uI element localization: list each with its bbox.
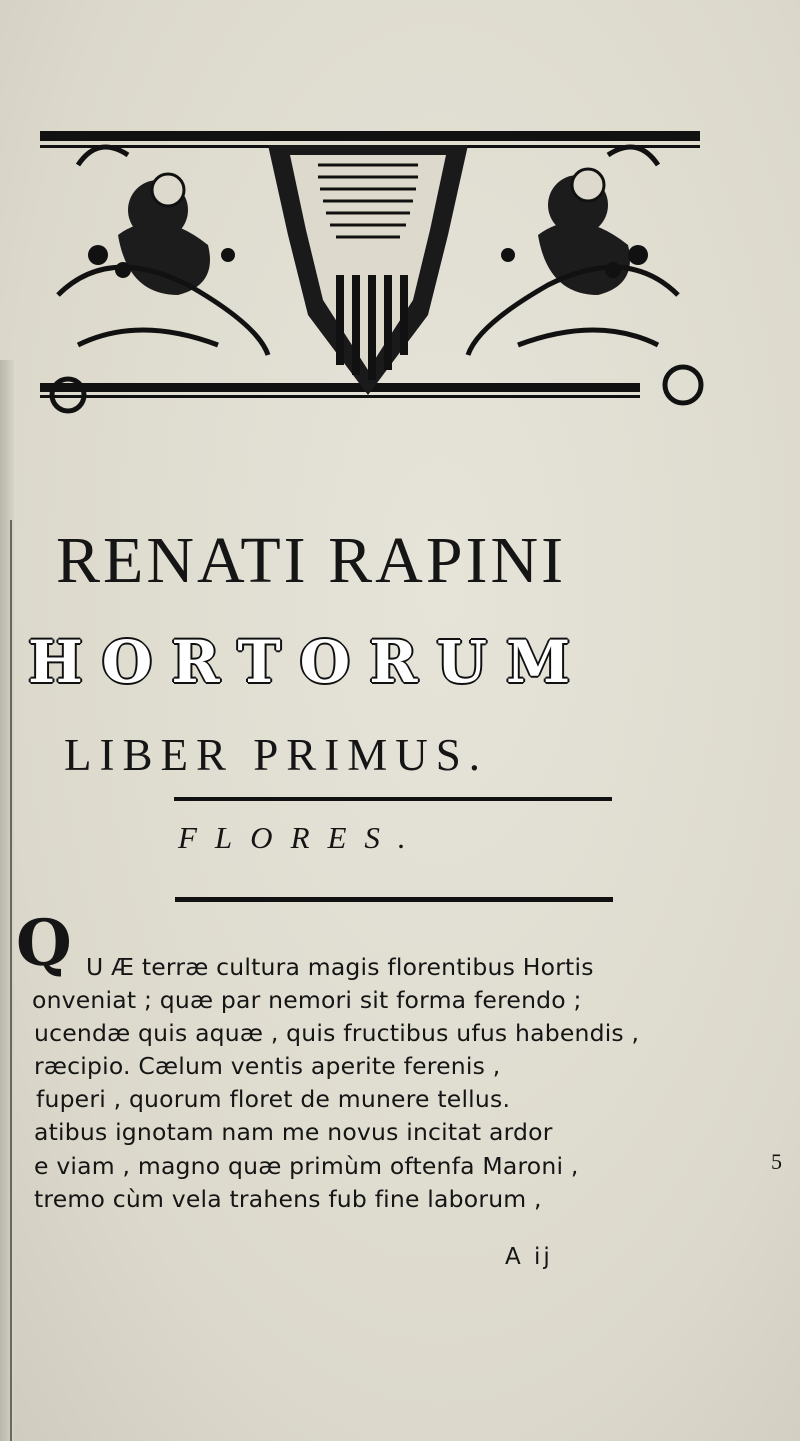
headpiece-ornament — [18, 95, 718, 440]
book-title: LIBER PRIMUS. — [64, 730, 489, 780]
verse-line-6: atibus ignotam nam me novus incitat ardor — [34, 1118, 553, 1146]
verse-line-4: ræcipio. Cælum ventis aperite ferenis , — [34, 1052, 501, 1080]
work-title: HORTORUM — [28, 628, 590, 696]
lower-rule — [175, 897, 613, 902]
verse-line-8: tremo cùm vela trahens fub fine laborum , — [34, 1185, 542, 1213]
verse-line-5: fuperi , quorum floret de munere tellus. — [36, 1085, 511, 1113]
binding-edge-line — [10, 520, 12, 1441]
line-number: 5 — [771, 1149, 782, 1174]
drop-cap: Q — [16, 906, 72, 981]
verse-line-1: U Æ terræ cultura magis florentibus Hortis — [86, 953, 594, 981]
signature-mark: A ij — [505, 1244, 553, 1270]
section-title: FLORES. — [178, 820, 424, 855]
verse-line-7: e viam , magno quæ primùm oftenfa Maroni , — [34, 1152, 579, 1180]
author-title: RENATI RAPINI — [56, 524, 567, 597]
verse-line-3: ucendæ quis aquæ , quis fructibus ufus habendis , — [34, 1019, 640, 1047]
verse-line-2: onveniat ; quæ par nemori sit forma ferendo ; — [32, 986, 582, 1014]
upper-rule — [174, 797, 612, 801]
